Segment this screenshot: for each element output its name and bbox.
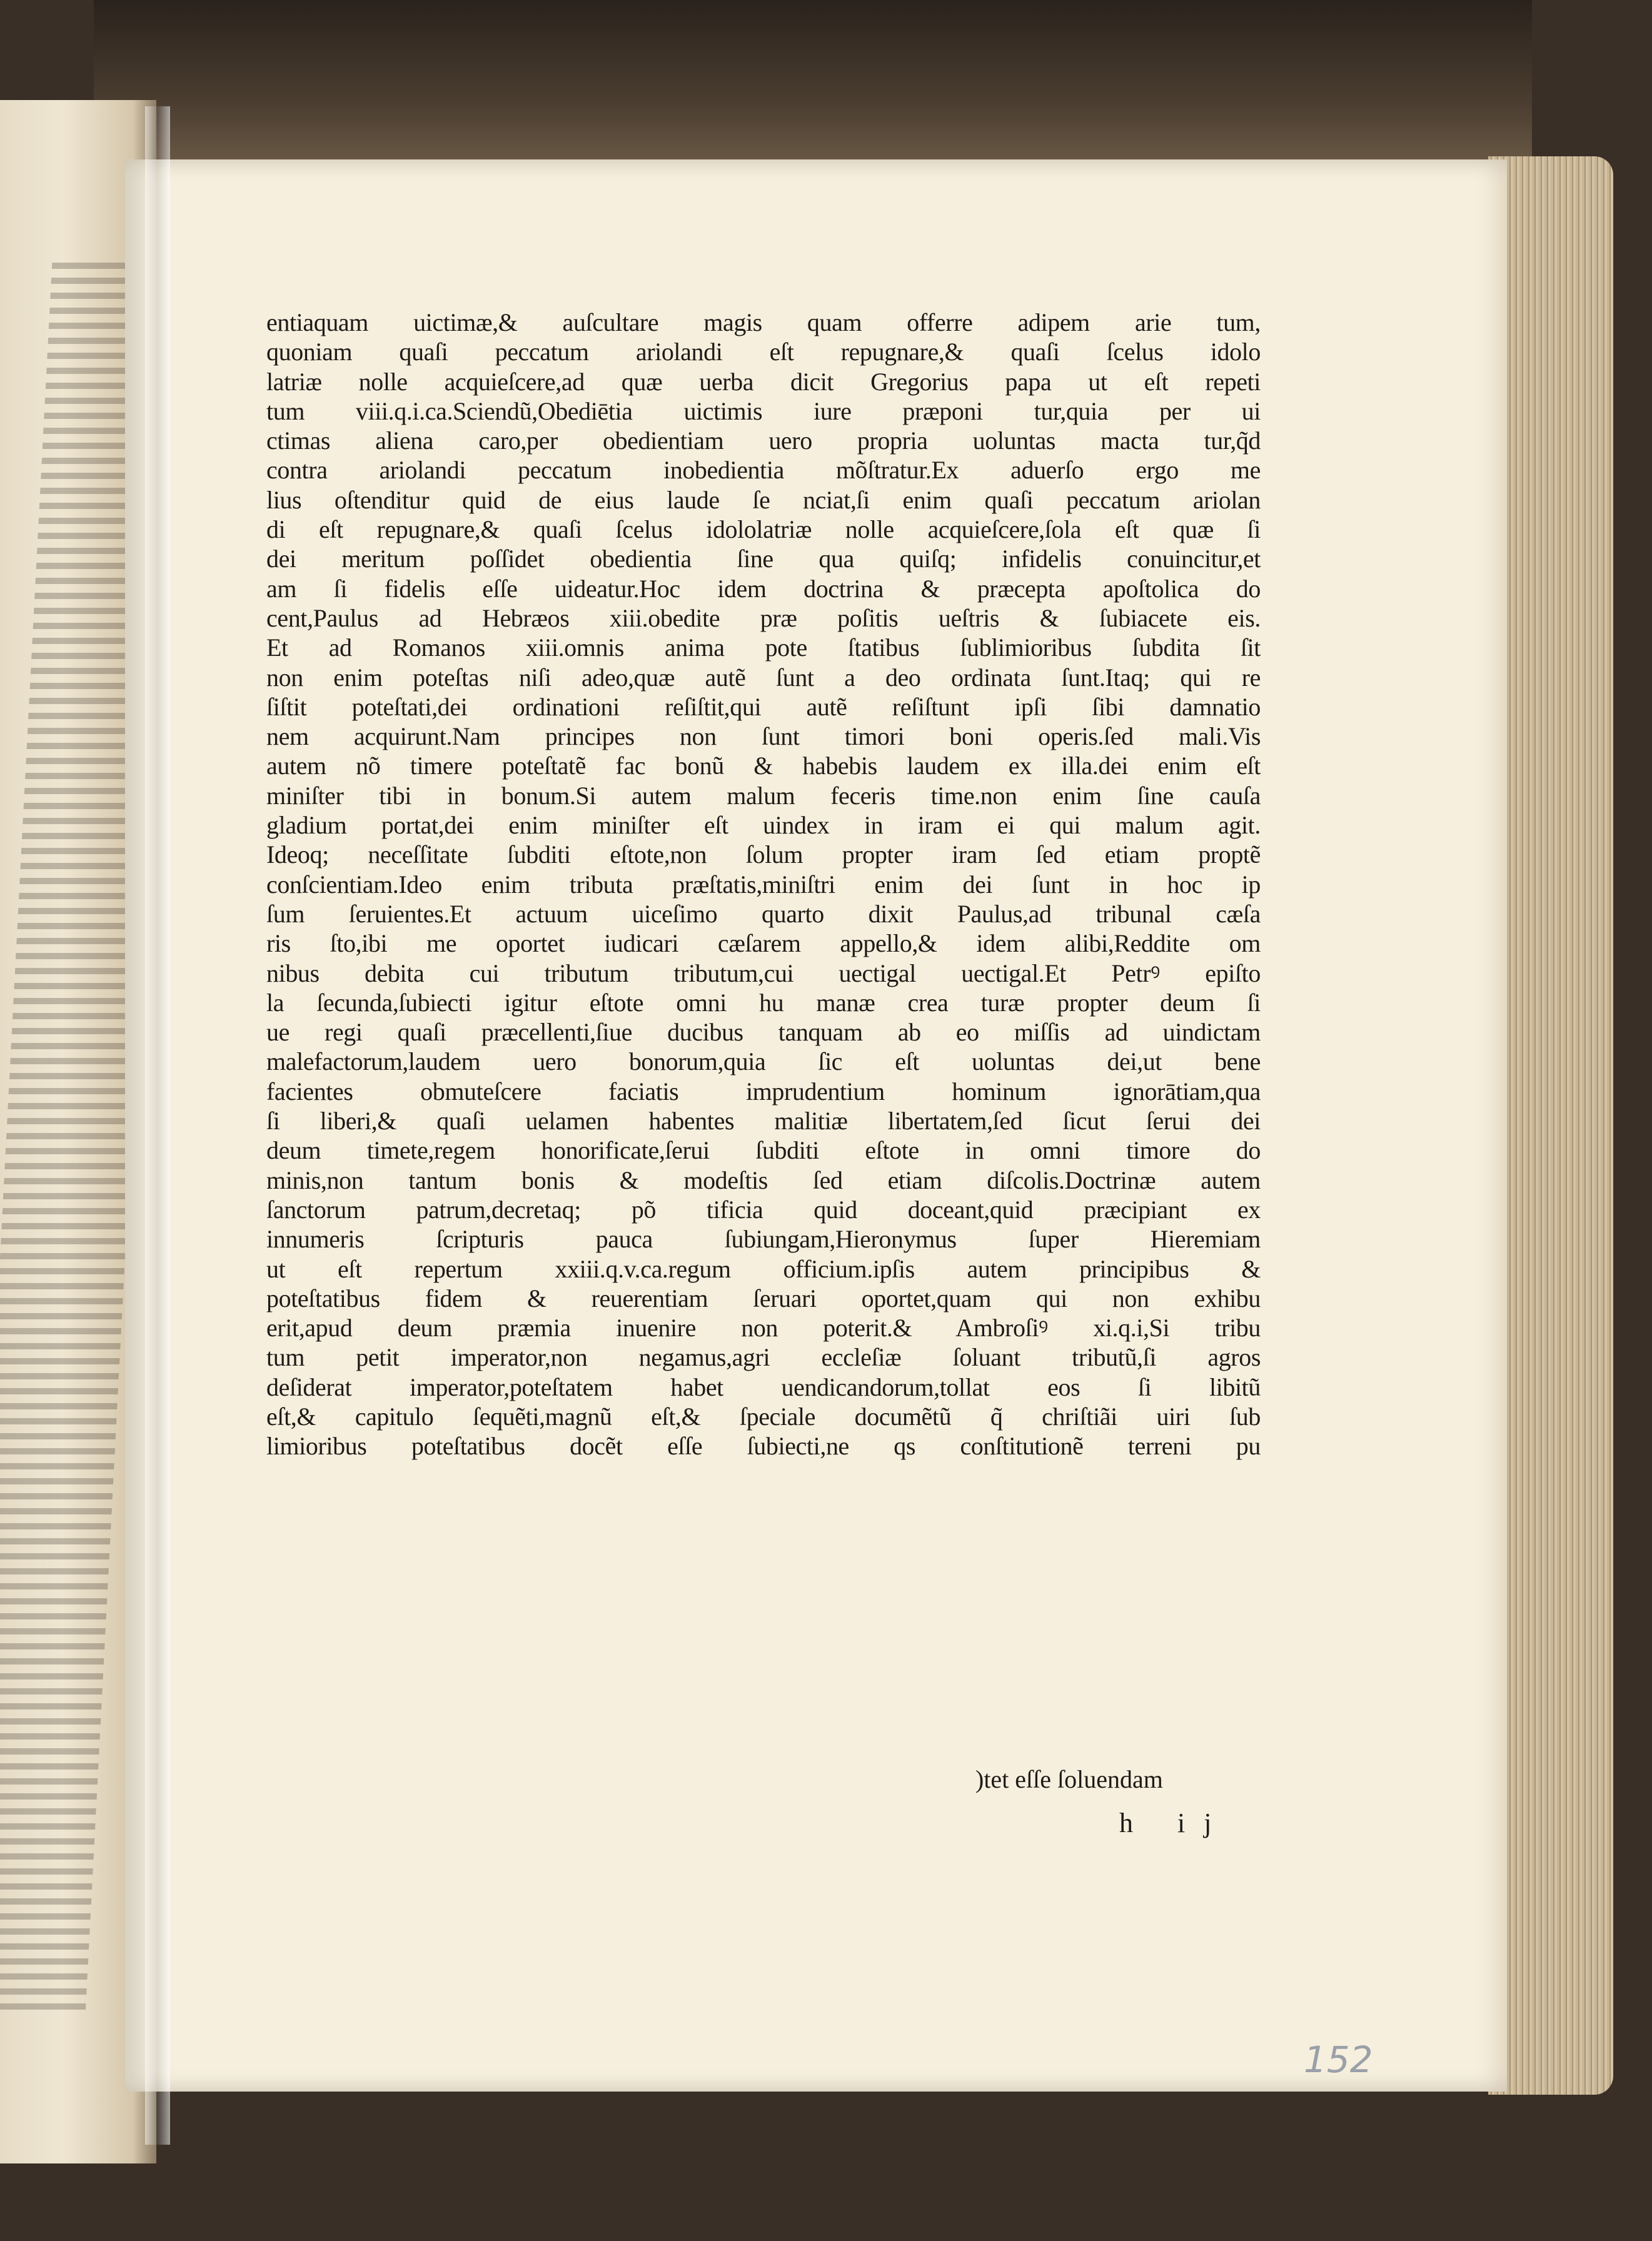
text-line: quoniam quaſi peccatum ariolandi eſt repugnare,& quaſi ſcelus idolo bbox=[266, 338, 1261, 366]
text-line: ue regi quaſi præcellenti,ſiue ducibus tanquam ab eo miſſis ad uindictam bbox=[266, 1018, 1261, 1047]
text-line: Et ad Romanos xiii.omnis anima pote ſtatibus ſublimioribus ſubdita ſit bbox=[266, 633, 1261, 662]
text-line: dei meritum poſſidet obedientia ſine qua quiſq; infidelis conuincitur,et bbox=[266, 545, 1261, 573]
text-line: facientes obmuteſcere faciatis imprudentium hominum ignorātiam,qua bbox=[266, 1077, 1261, 1105]
text-line: deſiderat imperator,poteſtatem habet uendicandorum,tollat eos ſi libitũ bbox=[266, 1372, 1261, 1401]
text-line: gladium portat,dei enim miniſter eſt uindex in iram ei qui malum agit. bbox=[266, 811, 1261, 840]
text-line: innumeris ſcripturis pauca ſubiungam,Hieronymus ſuper Hieremiam bbox=[266, 1225, 1261, 1254]
text-line: erit,apud deum præmia inuenire non poterit.& Ambroſiꝰ xi.q.i,Si tribu bbox=[266, 1314, 1261, 1342]
text-line: cent,Paulus ad Hebræos xiii.obedite præ poſitis ueſtris & ſubiacete eis. bbox=[266, 603, 1261, 632]
folio-number: 152 bbox=[1304, 2038, 1373, 2081]
text-line: eſt,& capitulo ſequẽti,magnũ eſt,& ſpeciale documẽtũ q̃ chriſtiãi uiri ſub bbox=[266, 1402, 1261, 1431]
text-line: ris ſto,ibi me oportet iudicari cæſarem appello,& idem alibi,Reddite om bbox=[266, 929, 1261, 958]
body-text bbox=[266, 308, 1261, 1461]
text-line: nibus debita cui tributum tributum,cui uectigal uectigal.Et Petrꝰ epiſto bbox=[266, 959, 1261, 987]
text-line: ſiſtit poteſtati,dei ordinationi reſiſtit,qui autẽ reſiſtunt ipſi ſibi damnatio bbox=[266, 692, 1261, 721]
text-line: ſi liberi,& quaſi uelamen habentes malitiæ libertatem,ſed ſicut ſerui dei bbox=[266, 1107, 1261, 1136]
book-cover-edge bbox=[94, 0, 1532, 169]
text-line: deum timete,regem honorificate,ſerui ſubditi eſtote in omni timore do bbox=[266, 1136, 1261, 1165]
text-line: autem nõ timere poteſtatẽ fac bonũ & habebis laudem ex illa.dei enim eſt bbox=[266, 752, 1261, 780]
final-line: )tet eſſe ſoluendam bbox=[975, 1765, 1163, 1793]
text-line: ſum ſeruientes.Et actuum uiceſimo quarto dixit Paulus,ad tribunal cæſa bbox=[266, 899, 1261, 928]
gutter-shadow bbox=[145, 106, 170, 2145]
text-line: minis,non tantum bonis & modeſtis ſed etiam diſcolis.Doctrinæ autem bbox=[266, 1166, 1261, 1194]
text-line: latriæ nolle acquieſcere,ad quæ uerba dicit Gregorius papa ut eſt repeti bbox=[266, 367, 1261, 396]
text-line: nem acquirunt.Nam principes non ſunt timori boni operis.ſed mali.Vis bbox=[266, 722, 1261, 751]
text-line: ſanctorum patrum,decretaq; põ tificia quid doceant,quid præcipiant ex bbox=[266, 1195, 1261, 1224]
text-line: di eſt repugnare,& quaſi ſcelus idololatriæ nolle acquieſcere,ſola eſt quæ ſi bbox=[266, 515, 1261, 544]
text-line: Ideoq; neceſſitate ſubditi eſtote,non ſolum propter iram ſed etiam proptẽ bbox=[266, 840, 1261, 869]
text-line: lius oſtenditur quid de eius laude ſe nciat,ſi enim quaſi peccatum ariolan bbox=[266, 485, 1261, 514]
text-line: entiaquam uictimæ,& auſcultare magis quam offerre adipem arie tum, bbox=[266, 308, 1261, 336]
text-line: la ſecunda,ſubiecti igitur eſtote omni hu manæ crea turæ propter deum ſi bbox=[266, 988, 1261, 1017]
text-line: contra ariolandi peccatum inobedientia mõſtratur.Ex aduerſo ergo me bbox=[266, 456, 1261, 485]
text-line: miniſter tibi in bonum.Si autem malum feceris time.non enim ſine cauſa bbox=[266, 781, 1261, 810]
text-line: tum petit imperator,non negamus,agri eccleſiæ ſoluant tributũ,ſi agros bbox=[266, 1343, 1261, 1372]
page-edges bbox=[1488, 156, 1613, 2095]
text-line: poteſtatibus fidem & reuerentiam ſeruari oportet,quam qui non exhibu bbox=[266, 1284, 1261, 1312]
text-line: conſcientiam.Ideo enim tributa præſtatis,miniſtri enim dei ſunt in hoc ip bbox=[266, 870, 1261, 899]
text-line: ctimas aliena caro,per obedientiam uero propria uoluntas macta tur,q̃d bbox=[266, 426, 1261, 455]
signature-mark: h ij bbox=[1119, 1808, 1231, 1838]
text-line: am ſi fidelis eſſe uideatur.Hoc idem doctrina & præcepta apoſtolica do bbox=[266, 574, 1261, 603]
text-line: limioribus poteſtatibus docẽt eſſe ſubiecti,ne qs conſtitutionẽ terreni pu bbox=[266, 1432, 1261, 1461]
text-line: malefactorum,laudem uero bonorum,quia ſic eſt uoluntas dei,ut bene bbox=[266, 1047, 1261, 1076]
text-line: tum viii.q.i.ca.Sciendũ,Obediētia uictimis iure præponi tur,quia per ui bbox=[266, 396, 1261, 425]
text-line: ut eſt repertum xxiii.q.v.ca.regum officium.ipſis autem principibus & bbox=[266, 1254, 1261, 1283]
text-line: non enim poteſtas niſi adeo,quæ autẽ ſunt a deo ordinata ſunt.Itaq; qui re bbox=[266, 663, 1261, 692]
